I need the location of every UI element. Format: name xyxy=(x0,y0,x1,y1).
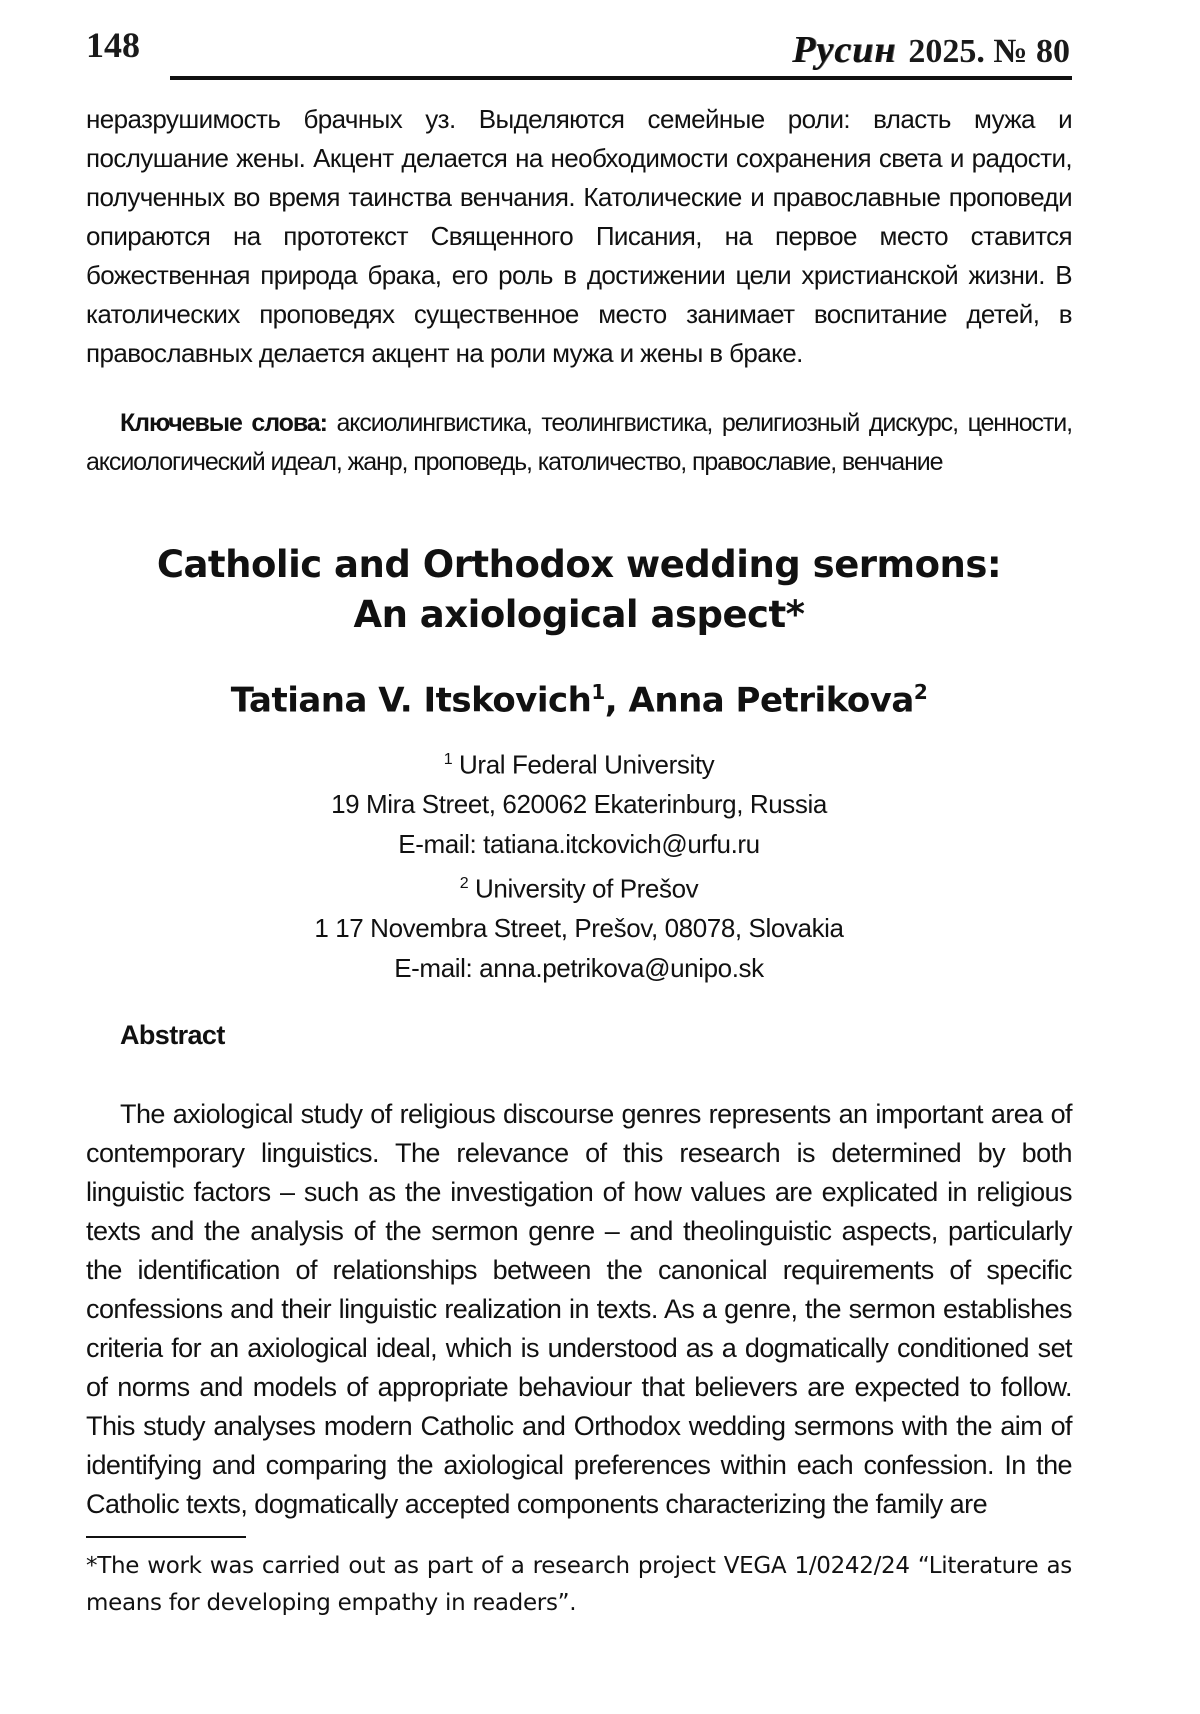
journal-issue: 2025. № 80 xyxy=(908,33,1070,70)
journal-logo: Русин xyxy=(792,29,897,71)
affiliation-2-sup: 2 xyxy=(459,875,469,893)
footnote-rule xyxy=(86,1536,246,1538)
article-title-line1: Catholic and Orthodox wedding sermons: xyxy=(156,543,1002,586)
abstract-body: The axiological study of religious discourse genres represents an important area of contemporary linguistics. The relevance of this research is determined by both linguistic factors – such as the investigation of how values are explicated in religious texts and the analysis of the sermon genre – and theolinguistic aspects, particularly the identification of relationships between the canonical requirements of specific confessions and their linguistic realization in texts. As a genre, the sermon establishes criteria for an axiological ideal, which is understood as a dogmatically conditioned set of norms and models of appropriate behaviour that believers are expected to follow. This study analyses modern Catholic and Orthodox wedding sermons with the aim of identifying and comparing the axiological preferences within each confession. In the Catholic texts, dogmatically accepted components characterizing the family are xyxy=(86,1099,1072,1519)
footnote: *The work was carried out as part of a research project VEGA 1/0242/24 “Literature as means for developing empathy in readers”. xyxy=(86,1553,1072,1616)
author-separator: , xyxy=(604,680,629,721)
affiliations xyxy=(86,740,1072,988)
affiliation-1-address: 19 Mira Street, 620062 Ekaterinburg, Russia xyxy=(331,789,827,820)
author-2: Anna Petrikova xyxy=(628,680,914,721)
affiliation-1-email: E-mail: tatiana.itckovich@urfu.ru xyxy=(398,828,760,859)
abstract-heading: Abstract xyxy=(120,1020,225,1050)
affiliation-1-sup: 1 xyxy=(443,751,453,768)
page-number: 148 xyxy=(86,25,140,65)
affiliation-2-name xyxy=(86,864,1072,909)
article-title xyxy=(86,540,1072,640)
affiliation-2-name-text: University of Prešov xyxy=(468,873,699,904)
russian-abstract-continuation: неразрушимость брачных уз. Выделяются семейные роли: власть мужа и послушание жены. Акцент делается на необходимости сохранения света и радости, полученных во время таинства венчания. Католические и православные проповеди опираются на прототекст Священного Писания, на первое место ставится божественная природа брака, его роль в достижении цели христианской жизни. В католических проповедях существенное место занимает воспитание детей, в православных делается акцент на роли мужа и жены в браке. xyxy=(86,104,1072,368)
author-1-sup: 1 xyxy=(591,680,605,704)
keywords-text: аксиолингвистика, теолингвистика, религиозный дискурс, ценности, аксиологический идеал, жанр, проповедь, католичество, православие, венчание xyxy=(86,409,1072,476)
header-rule xyxy=(170,76,1072,80)
author-2-sup: 2 xyxy=(913,680,928,704)
affiliation-1-name-text: Ural Federal University xyxy=(452,749,715,780)
affiliation-2-email: E-mail: anna.petrikova@unipo.sk xyxy=(394,952,764,983)
affiliation-2-address: 1 17 Novembra Street, Prešov, 08078, Slovakia xyxy=(314,913,844,944)
authors xyxy=(86,680,1072,720)
keywords-label: Ключевые слова: xyxy=(120,409,327,437)
affiliation-1-name xyxy=(86,740,1072,785)
author-1: Tatiana V. Itskovich xyxy=(230,680,592,721)
journal-header xyxy=(792,28,1070,72)
article-title-line2: An axiological aspect* xyxy=(353,593,805,636)
keywords xyxy=(86,404,1072,482)
